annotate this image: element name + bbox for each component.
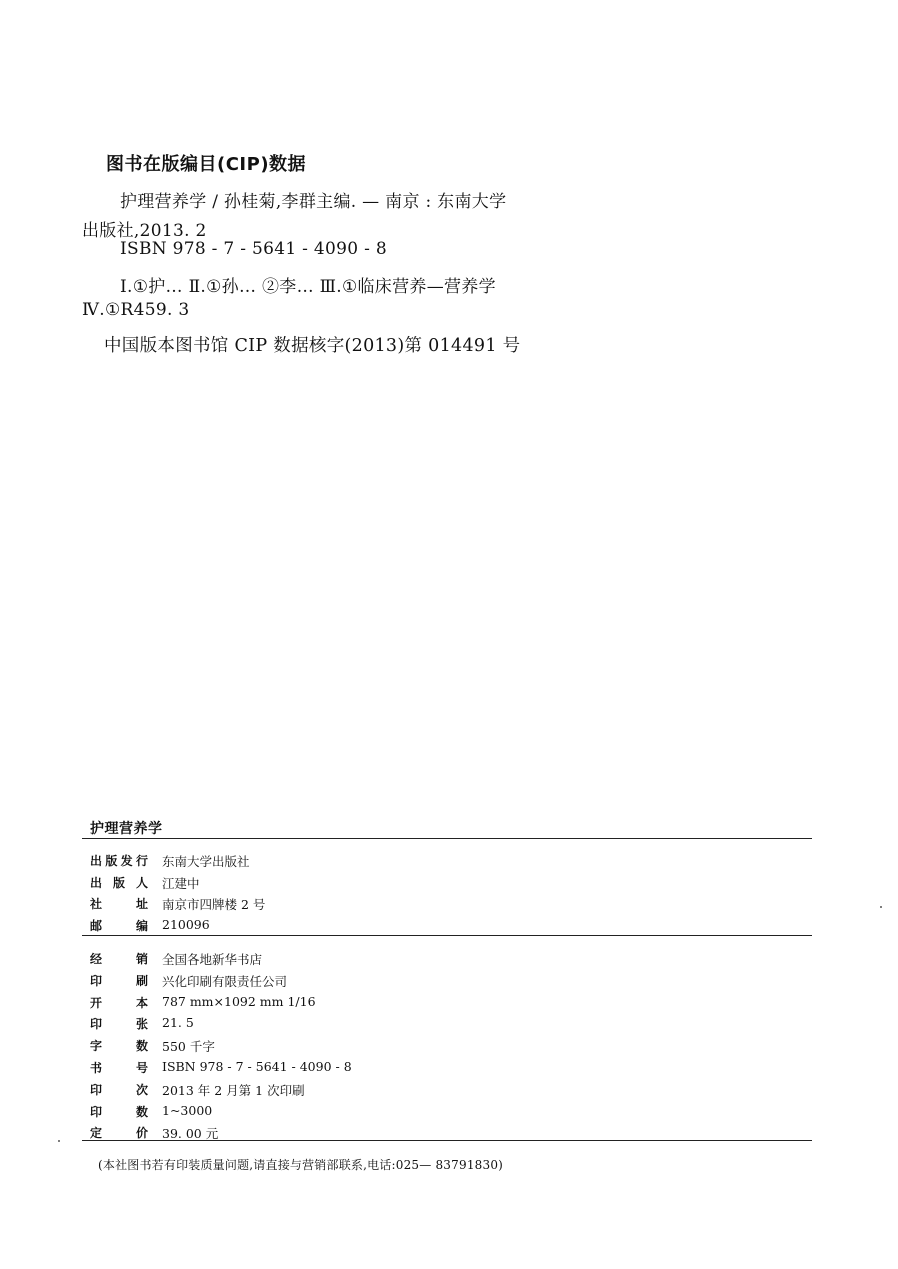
- scan-speck: [58, 1140, 60, 1142]
- colophon-label: 定 价: [90, 1126, 148, 1141]
- colophon-value: 21. 5: [162, 1015, 194, 1031]
- colophon-label: 出 版 人: [90, 875, 148, 890]
- cip-publisher-line: 出版社,2013. 2: [82, 221, 207, 241]
- colophon-label: 字 数: [90, 1039, 148, 1054]
- cip-title-line: 护理营养学 / 孙桂菊,李群主编. — 南京 : 东南大学: [120, 192, 507, 212]
- colophon-value: ISBN 978 - 7 - 5641 - 4090 - 8: [162, 1059, 352, 1074]
- cip-record-number: 中国版本图书馆 CIP 数据核字(2013)第 014491 号: [104, 336, 521, 356]
- divider: [82, 935, 812, 936]
- colophon-label: 印 次: [90, 1082, 148, 1097]
- divider: [82, 838, 812, 839]
- colophon-value: 南京市四牌楼 2 号: [162, 897, 266, 912]
- colophon-value: 550 千字: [162, 1039, 215, 1055]
- colophon-value: 东南大学出版社: [162, 854, 250, 869]
- cip-heading: 图书在版编目(CIP)数据: [106, 154, 307, 175]
- cip-classification-line: Ⅳ.①R459. 3: [82, 300, 190, 320]
- colophon-label: 社 址: [90, 897, 148, 911]
- colophon-label: 印 张: [90, 1017, 148, 1032]
- colophon-label: 邮 编: [90, 918, 148, 933]
- contact-footnote: (本社图书若有印装质量问题,请直接与营销部联系,电话:025— 83791830): [98, 1158, 504, 1172]
- cip-isbn-line: ISBN 978 - 7 - 5641 - 4090 - 8: [120, 239, 387, 259]
- colophon-value: 2013 年 2 月第 1 次印刷: [162, 1082, 305, 1098]
- colophon-value: 39. 00 元: [162, 1126, 219, 1142]
- colophon-value: 兴化印刷有限责任公司: [162, 973, 288, 989]
- colophon-value: 全国各地新华书店: [162, 952, 263, 967]
- colophon-label: 经 销: [90, 952, 148, 966]
- colophon-value: 1~3000: [162, 1102, 213, 1118]
- cip-subject-line: Ⅰ.①护… Ⅱ.①孙… ②李… Ⅲ.①临床营养—营养学: [120, 277, 496, 297]
- colophon-label: 出 版 发 行: [90, 854, 148, 868]
- scan-speck: [880, 906, 882, 908]
- colophon-book-title: 护理营养学: [90, 821, 163, 837]
- colophon-label: 开 本: [90, 995, 148, 1010]
- colophon-value: 江建中: [162, 875, 200, 891]
- colophon-label: 书 号: [90, 1061, 148, 1075]
- colophon-value: 210096: [162, 916, 210, 932]
- divider: [82, 1140, 812, 1141]
- colophon-value: 787 mm×1092 mm 1/16: [162, 993, 316, 1009]
- colophon-label: 印 数: [90, 1104, 148, 1119]
- colophon-label: 印 刷: [90, 973, 148, 988]
